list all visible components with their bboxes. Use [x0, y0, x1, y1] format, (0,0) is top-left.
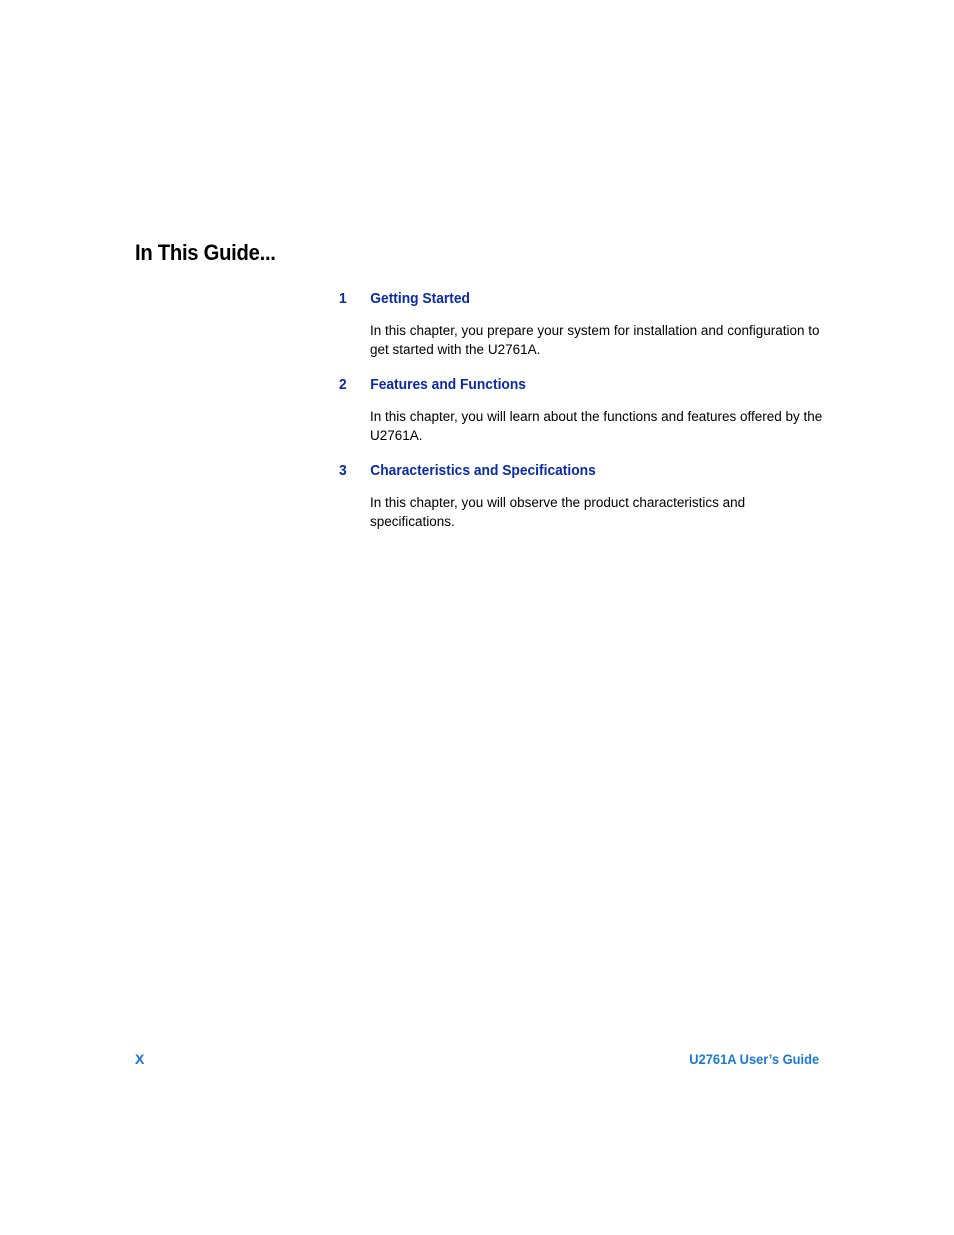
chapter-title: Getting Started [370, 290, 470, 307]
page-title: In This Guide... [135, 240, 276, 265]
footer-guide-title: U2761A User’s Guide [689, 1051, 819, 1067]
chapter-entry-2 [339, 376, 829, 445]
chapter-title: Features and Functions [370, 376, 526, 393]
chapter-list [339, 290, 829, 531]
chapter-heading-2[interactable] [339, 376, 790, 396]
chapter-entry-3 [339, 462, 829, 531]
chapter-heading-3[interactable] [339, 462, 790, 482]
chapter-number: 2 [339, 376, 347, 393]
chapter-number: 1 [339, 290, 347, 307]
chapter-heading-1[interactable] [339, 290, 790, 310]
footer-page-number: X [135, 1051, 145, 1067]
chapter-entry-1 [339, 290, 829, 359]
chapter-description: In this chapter, you will learn about the functions and features offered by the U2761A. [370, 409, 823, 443]
chapter-number: 3 [339, 462, 347, 479]
chapter-title: Characteristics and Specifications [370, 462, 596, 479]
chapter-description: In this chapter, you will observe the product characteristics and specifications. [370, 495, 746, 529]
chapter-description: In this chapter, you prepare your system for installation and configuration to get started with the U2761A. [370, 323, 820, 357]
